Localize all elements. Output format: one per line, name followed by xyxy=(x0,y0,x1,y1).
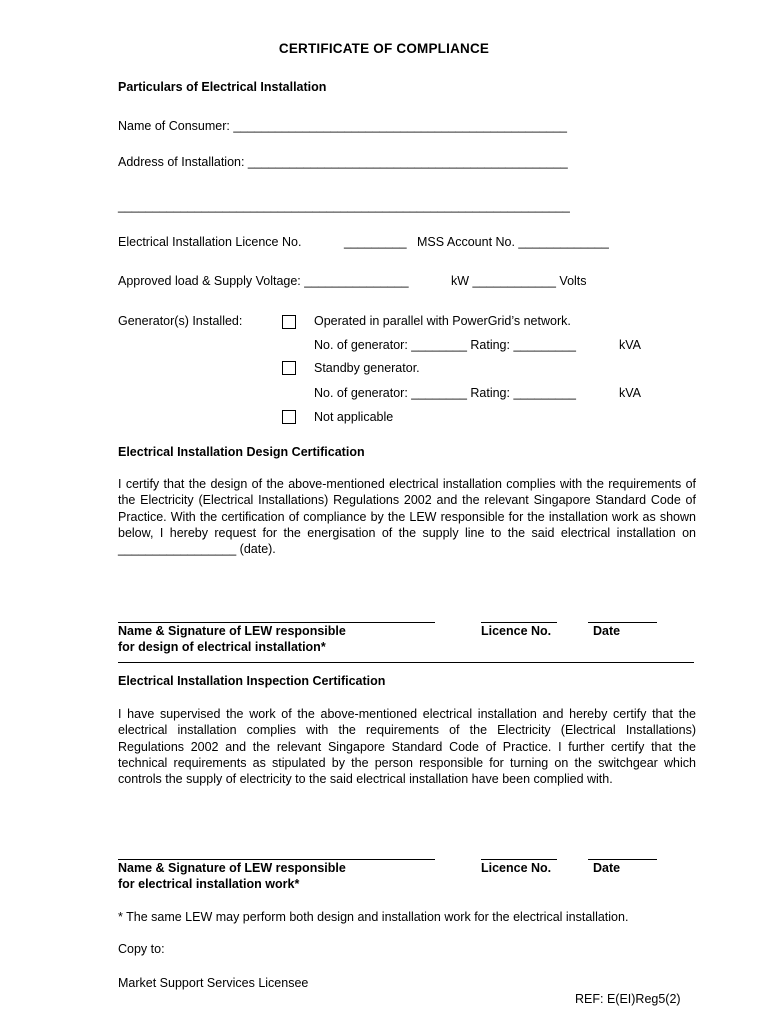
design-date-label: Date xyxy=(593,624,621,638)
inspection-signature-line xyxy=(118,859,435,860)
standby-option-label: Standby generator. xyxy=(314,361,420,375)
standby-kva-unit: kVA xyxy=(619,386,641,400)
supply-voltage-field[interactable]: kW ____________ Volts xyxy=(451,274,587,288)
inspection-signature-label: Name & Signature of LEW responsible xyxy=(118,861,346,875)
inspection-date-line xyxy=(588,859,657,860)
design-licence-line xyxy=(481,622,557,623)
design-date-line xyxy=(588,622,657,623)
parallel-checkbox[interactable] xyxy=(282,315,296,329)
not-applicable-checkbox[interactable] xyxy=(282,410,296,424)
consumer-name-field[interactable]: Name of Consumer: ________________________________________________ xyxy=(118,119,568,133)
inspection-signature-label-2: for electrical installation work* xyxy=(118,877,300,891)
licence-no-field[interactable]: _________ xyxy=(344,235,407,249)
copy-to-label: Copy to: xyxy=(118,942,165,956)
inspection-heading: Electrical Installation Inspection Certification xyxy=(118,674,386,688)
installation-address-field-line2[interactable]: _________________________________________________________________ xyxy=(118,199,570,213)
inspection-date-label: Date xyxy=(593,861,621,875)
parallel-kva-unit: kVA xyxy=(619,338,641,352)
standby-checkbox[interactable] xyxy=(282,361,296,375)
design-licence-label: Licence No. xyxy=(481,624,552,638)
reference-code: REF: E(EI)Reg5(2) xyxy=(575,992,681,1006)
approved-load-field[interactable]: Approved load & Supply Voltage: _______________ xyxy=(118,274,409,288)
design-signature-line xyxy=(118,622,435,623)
footnote: * The same LEW may perform both design and installation work for the electrical installation. xyxy=(118,910,629,924)
mss-account-field[interactable]: MSS Account No. _____________ xyxy=(417,235,609,249)
design-heading: Electrical Installation Design Certification xyxy=(118,445,365,459)
particulars-heading: Particulars of Electrical Installation xyxy=(118,80,327,94)
standby-generator-details[interactable]: No. of generator: ________ Rating: _________ xyxy=(314,386,577,400)
design-signature-label: Name & Signature of LEW responsible xyxy=(118,624,346,638)
design-signature-label-2: for design of electrical installation* xyxy=(118,640,326,654)
installation-address-field[interactable]: Address of Installation: ______________________________________________ xyxy=(118,155,568,169)
inspection-certification-text: I have supervised the work of the above-mentioned electrical installation and hereby certify that the electrical installation complies with the requirements of the Electricity (Electrical Installations) Regulations 2002 and the relevant Singapore Standard Code of Practice. I further certify that the technical requirements as stipulated by the person responsible for turning on the switchgear which controls the supply of electricity to the said electrical installation have been complied with. xyxy=(118,707,696,787)
page-title: CERTIFICATE OF COMPLIANCE xyxy=(278,41,490,56)
design-certification-text: I certify that the design of the above-mentioned electrical installation complies with the requirements of the Electricity (Electrical Installations) Regulations 2002 and the relevant Singapore Standard Code of Practice. With the certification of compliance by the LEW responsible for the installation work as shown below, I hereby request for the energisation of the supply line to the said electrical installation on _________________ (date). xyxy=(118,477,696,557)
parallel-option-label: Operated in parallel with PowerGrid’s network. xyxy=(314,314,571,328)
inspection-licence-line xyxy=(481,859,557,860)
licence-no-label: Electrical Installation Licence No. xyxy=(118,235,302,249)
section-divider xyxy=(118,662,694,663)
not-applicable-label: Not applicable xyxy=(314,410,394,424)
generator-label: Generator(s) Installed: xyxy=(118,314,243,328)
recipient: Market Support Services Licensee xyxy=(118,976,309,990)
parallel-generator-details[interactable]: No. of generator: ________ Rating: _________ xyxy=(314,338,577,352)
inspection-licence-label: Licence No. xyxy=(481,861,552,875)
